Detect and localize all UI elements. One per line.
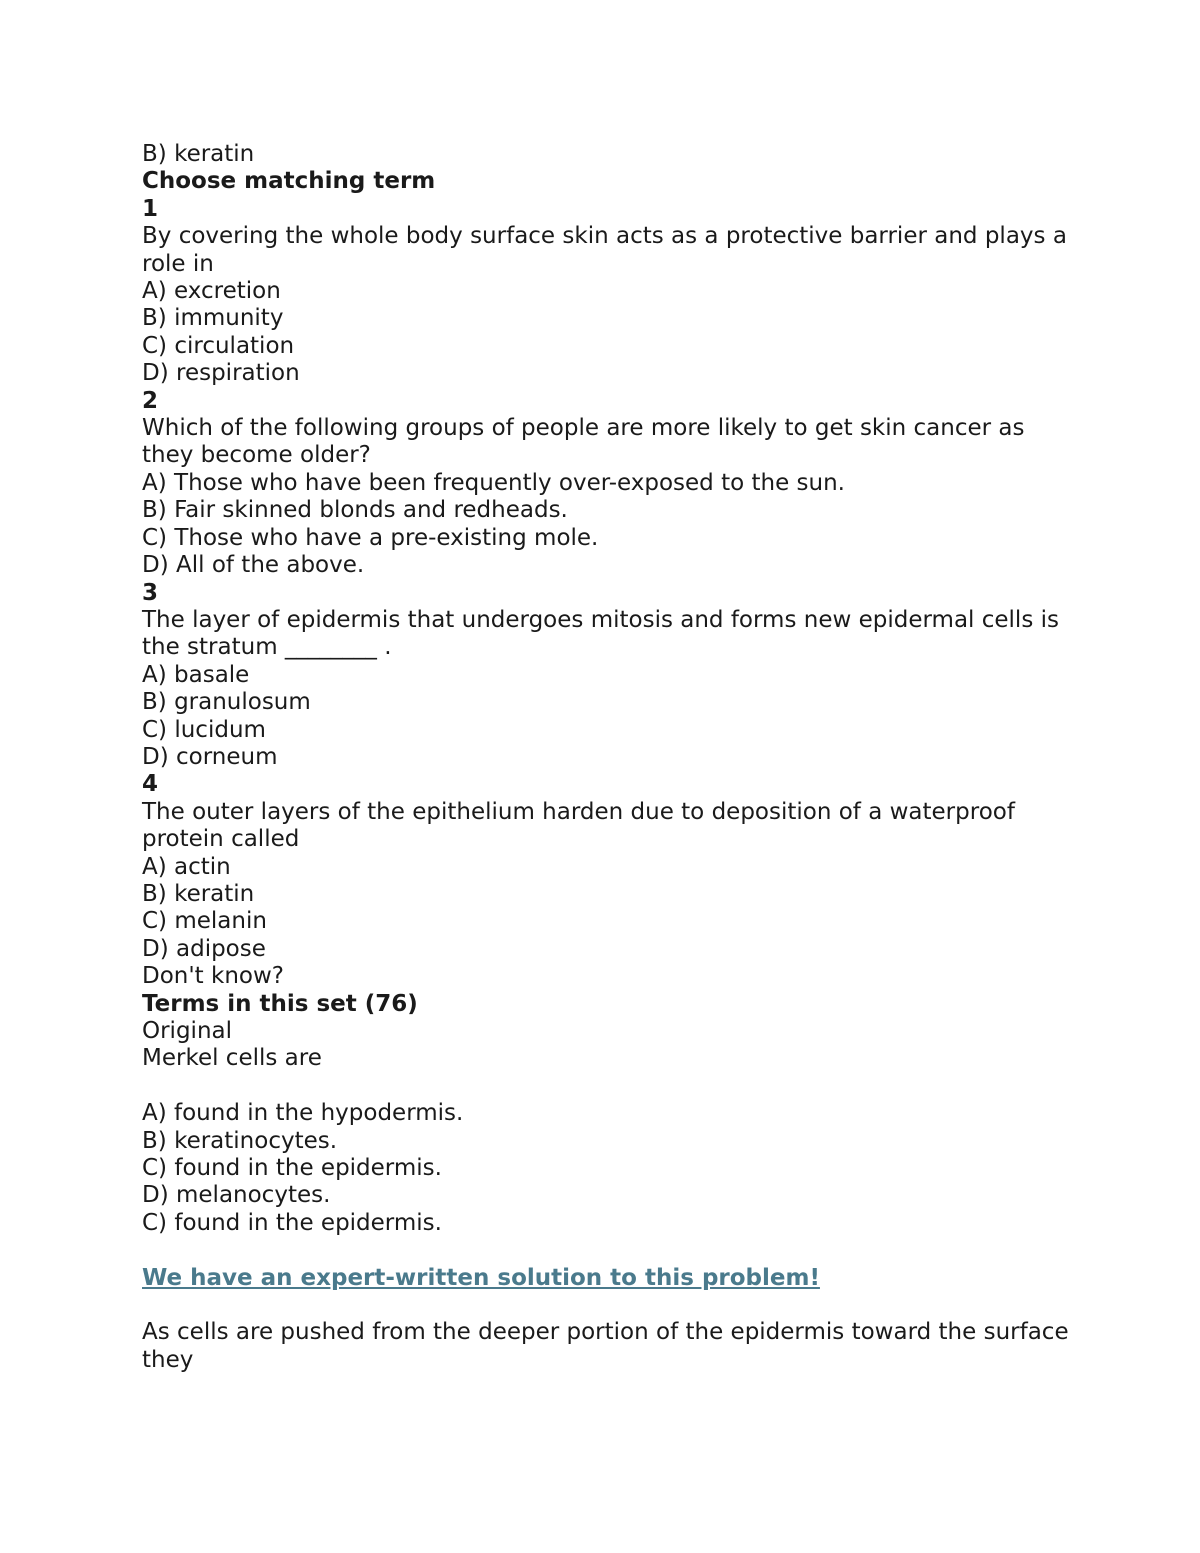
question-text-2: Which of the following groups of people are more likely to get skin cancer as they become older?	[142, 415, 1032, 469]
option-4d: D) adipose	[142, 935, 266, 962]
option-4a: A) actin	[142, 853, 231, 880]
section-heading-matching: Choose matching term	[142, 168, 436, 195]
blank-line	[142, 1237, 1072, 1264]
dont-know-text: Don't know?	[142, 963, 284, 990]
option-1b: B) immunity	[142, 305, 284, 332]
question-number-1: 1	[142, 195, 159, 222]
option-3b: B) granulosum	[142, 689, 311, 716]
next-question-text: As cells are pushed from the deeper portion of the epidermis toward the surface they	[142, 1319, 1076, 1373]
option-3c: C) lucidum	[142, 716, 266, 743]
question-text-4: The outer layers of the epithelium harden due to deposition of a waterproof protein called	[142, 798, 1023, 853]
option-4c: C) melanin	[142, 908, 267, 935]
question-text-1: By covering the whole body surface skin acts as a protective barrier and plays a role in	[142, 223, 1075, 277]
question-text-3: The layer of epidermis that undergoes mitosis and forms new epidermal cells is the stratum ________ .	[142, 606, 1067, 661]
term-question-text: Merkel cells are	[142, 1045, 322, 1072]
term-option-a: A) found in the hypodermis.	[142, 1100, 464, 1127]
term-option-c: C) found in the epidermis.	[142, 1155, 442, 1182]
option-3d: D) corneum	[142, 743, 278, 770]
blank-line	[142, 1292, 1072, 1319]
option-1d: D) respiration	[142, 360, 300, 387]
option-1a: A) excretion	[142, 278, 281, 305]
option-2a: A) Those who have been frequently over-exposed to the sun.	[142, 469, 845, 496]
term-option-b: B) keratinocytes.	[142, 1127, 338, 1154]
term-option-d: D) melanocytes.	[142, 1182, 331, 1209]
option-2b: B) Fair skinned blonds and redheads.	[142, 497, 568, 524]
answer-line: B) keratin	[142, 141, 255, 167]
option-3a: A) basale	[142, 661, 250, 688]
option-2c: C) Those who have a pre-existing mole.	[142, 524, 599, 551]
question-number-2: 2	[142, 387, 159, 414]
option-2d: D) All of the above.	[142, 552, 365, 579]
terms-heading: Terms in this set (76)	[142, 990, 418, 1017]
expert-solution-link[interactable]: We have an expert-written solution to this problem!	[142, 1264, 820, 1291]
option-1c: C) circulation	[142, 332, 295, 359]
original-label: Original	[142, 1018, 233, 1044]
document-page	[142, 141, 1076, 1374]
question-number-3: 3	[142, 579, 159, 606]
blank-line	[142, 1073, 1072, 1100]
option-4b: B) keratin	[142, 880, 255, 907]
term-answer: C) found in the epidermis.	[142, 1209, 442, 1236]
question-number-4: 4	[142, 771, 159, 798]
